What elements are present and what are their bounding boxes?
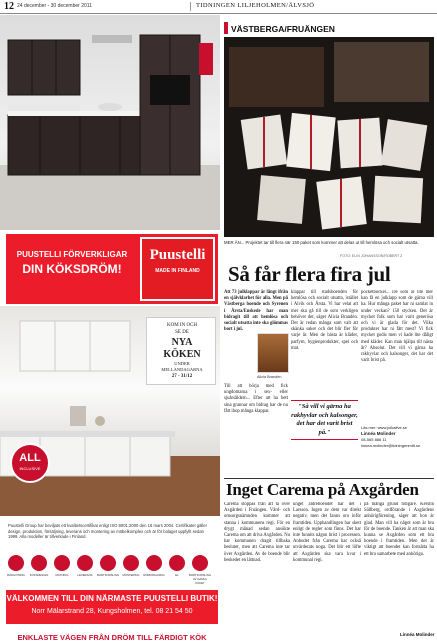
ad-slogan-line2: DIN KÖKSDRÖM! bbox=[22, 262, 122, 276]
certificate-text: Puustelli Group har beviljats ett kvalitetscertifikat enligt ISO 9001:2000 den 16 mars 2004. Certifikatet gäller design, produktion, försäljning, leverans och montering av möbelkomplex och är för bolaget uppfyllt sedan 1999. Alla modeller är tillverkade i Finland. bbox=[8, 523, 208, 539]
icon-label: BORTFORSLING bbox=[97, 573, 120, 577]
kitchen-illustration bbox=[0, 15, 220, 230]
read-more-link[interactable]: Läs mer: www.julkalfve.se bbox=[361, 425, 408, 430]
article-divider bbox=[224, 478, 434, 479]
icon-label: KÖKSDESIGN bbox=[29, 573, 49, 577]
ad-slogan-line1: PUUSTELLI FÖRVERKLIGAR bbox=[16, 250, 128, 259]
ad-footer-slogan: ENKLASTE VÄGEN FRÅN DRÖM TILL FÄRDIGT KÖK bbox=[17, 633, 207, 642]
article2-col3: på många grund tidigare. Kerstin Sällberg, ordförande i Axgårdens anhörigförening, säger att hon är glad. Man vill ha något som är bra för de boende. Tanken är att man ska kunna se Axgården som ett bra boende i framtiden. Men det är viktigt att boendet kan fortsätta ha ett bra samarbete med anhöriga. bbox=[364, 502, 434, 557]
tag-line-5: UNDER bbox=[174, 361, 190, 366]
gift-boxes-illustration bbox=[224, 37, 434, 237]
advice-icon bbox=[8, 555, 24, 571]
byline-email[interactable]: linnea.molinder@tidningenmitt.se bbox=[361, 443, 421, 448]
article2-col1: Carema stoppas från att ta över Axgården i Fruängen. Vård- och omsorgsnämnden kommer att stanna i kommunens regi. För en drygt månad sedan ansökte Carema om att driva Axgården. Nu har kommunen dragit tillbaka beslutet, men att Carema inte tar över Axgården. Av de boende blir beskedet en lättnad. bbox=[224, 502, 290, 563]
article-footer bbox=[361, 425, 433, 449]
icon-label: RÅDGIVNING bbox=[7, 573, 25, 577]
tag-line-3: NYA bbox=[171, 337, 193, 348]
gift-boxes-photo bbox=[224, 37, 434, 237]
icon-label: RÖRDRAGNING bbox=[143, 573, 165, 577]
badge-text: ALL bbox=[19, 452, 41, 464]
page-number: 12 bbox=[4, 1, 14, 12]
issue-date: 24 december - 30 december 2011 bbox=[17, 3, 92, 9]
portrait-photo bbox=[257, 333, 289, 373]
icon-label: LEVERANS bbox=[77, 573, 93, 577]
ad-corner-label bbox=[199, 43, 213, 75]
byline: Linnéa Molinder bbox=[361, 431, 396, 436]
service-icons bbox=[6, 555, 216, 585]
measure-icon bbox=[54, 555, 70, 571]
install-icon bbox=[123, 555, 139, 571]
article-headline: Så får flera fira jul bbox=[228, 262, 391, 286]
tag-line-4: KÖKEN bbox=[163, 349, 201, 360]
welcome-text: VÄLKOMMEN TILL DIN NÄRMASTE PUUSTELLI BUTIK! bbox=[6, 594, 218, 603]
article-body-col3: pocketböcker... De som är lite mer kan få en julklapp som de gärna vill ha. Hur många paket har ni samlat in under veckan? 150 stycken. Det är mycket folk som har varit generösa och vi är glada för det. Vilka produkter har ni fått mest? Vi fick mycket godis men vi hade lite dåligt med kläder. Kan man hjälpa till nästa år? Absolut. Det vill vi gärna ha rakhyvlar och kalsonger, det har det varit brist på. bbox=[361, 290, 433, 364]
badge-subtext: INCLUSIVE bbox=[19, 466, 41, 471]
photo-caption: MER ÄN... Projektet tar till flera när 150 paket som kommer att delas ut till hemlösa och socialt utsatta. bbox=[224, 240, 419, 245]
byline-phone: 08-565 886 11 bbox=[361, 437, 387, 442]
logo-name: Puustelli bbox=[149, 247, 206, 263]
tag-line-7: 27 - 31/12 bbox=[171, 374, 193, 379]
pull-quote: "Så vill vi gärna ha rakhyvlar och kalsonger, det har det varit brist på." bbox=[291, 400, 358, 440]
puustelli-advertisement bbox=[0, 15, 220, 642]
design-icon bbox=[31, 555, 47, 571]
delivery-icon bbox=[77, 555, 93, 571]
visit-tag bbox=[146, 317, 216, 385]
tag-line-1: KOM IN OCH bbox=[167, 323, 197, 328]
logo-subtitle: MADE IN FINLAND bbox=[155, 268, 200, 274]
photo-credit: FOTO: ELIN JOHANSSON/ROBERT Z bbox=[340, 254, 403, 258]
icon-label: EL bbox=[175, 573, 179, 577]
icon-label: MÄTNING bbox=[55, 573, 69, 577]
article2-headline: Inget Carema på Axgården bbox=[226, 480, 419, 499]
electric-icon bbox=[169, 555, 185, 571]
tag-line-6: MELLANDAGARNA bbox=[161, 367, 203, 372]
article2-byline: Linnéa Molinder bbox=[400, 632, 435, 637]
section-marker bbox=[224, 22, 228, 34]
icon-label: MONTERING bbox=[122, 573, 140, 577]
section-kicker: VÄSTBERGA/FRUÄNGEN bbox=[231, 24, 335, 34]
kitchen-photo-dark bbox=[0, 15, 220, 230]
old-kitchen-icon bbox=[192, 555, 208, 571]
plumbing-icon bbox=[146, 555, 162, 571]
article-intro: Att 73 julklappar är långt ifrån en självklarhet för alla. Men på Västberga boende och Syrenen i Årsta/Enskede har man bidragit till att hemlösa och socialt utsatta inte ska glömmas bort i jul. bbox=[224, 290, 288, 333]
icon-label: BORTFORSLING AV GAMLA KÖKET bbox=[189, 573, 212, 585]
article-body-col2: klappar till stadsboenden för hemlösa och socialt utsatta, istället i Alvik och Årsta. Vi har velat att mer ska gå till de som verkligen behöver det, säger Alicia Brandén. Det är redan många som valt att skänka saker och det blir fler för varje år. Men de bästa är kläder, parfym, hygienprodukter, spel och mat. bbox=[291, 290, 358, 351]
article-body-col1: Till att börja med fick ungdomarna i sex- eller sjuårsåldern... Efter att ha bett sina grannar om bidrag har de nu fått ihop många klappar. bbox=[224, 384, 288, 414]
newspaper-title: TIDNINGEN LILJEHOLMEN/ÄLVSJÖ bbox=[196, 2, 315, 9]
portrait-caption: Alicia Brandén bbox=[257, 375, 282, 379]
store-address: Norr Mälarstrand 28, Kungsholmen, tel. 08 21 54 50 bbox=[31, 608, 193, 615]
tag-line-2: SE DE bbox=[175, 330, 189, 335]
removal-icon bbox=[100, 555, 116, 571]
article2-col2: unget äldreboendet har det i Larsson. Ingen av dem var direkt negativ, men det fanns oro inför framtiden. Upphandlingen har skett enligt de regler som finns. Det har inte funnits någon brist i processen. Anbudet från Carema har också utvärderats noga. Det blir ett löfte att Axgården ska vara kvar i kommunal regi. bbox=[293, 502, 361, 563]
